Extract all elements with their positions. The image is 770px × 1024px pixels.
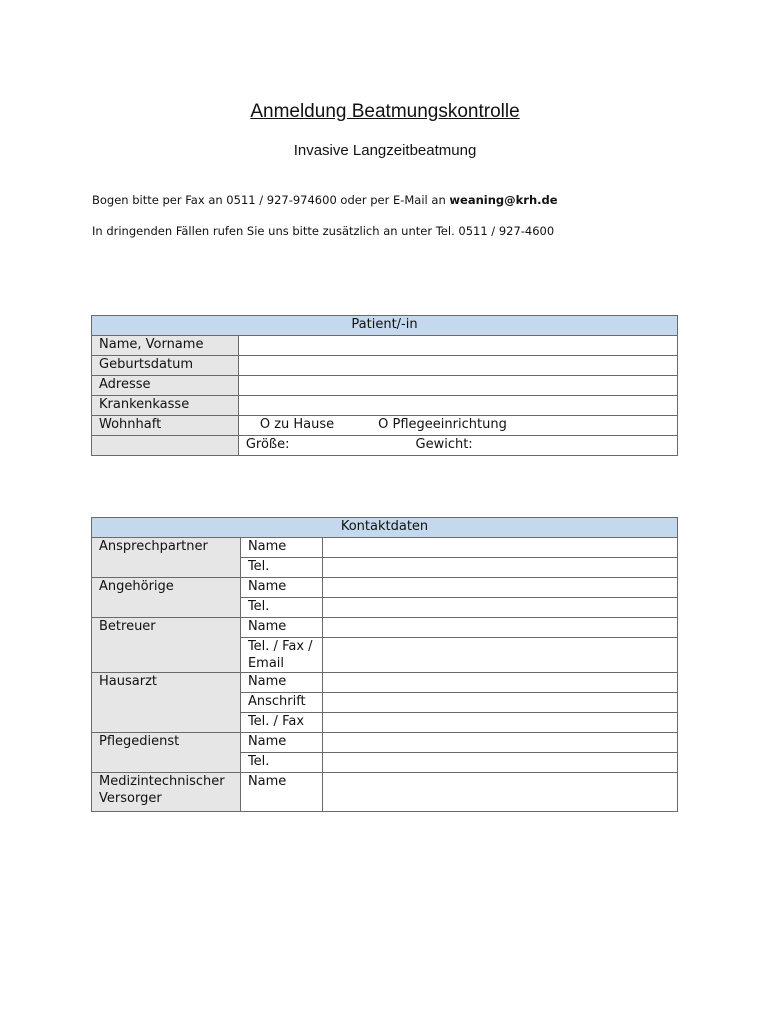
patient-field-residence <box>238 416 677 436</box>
contact-group-relatives: Angehörige <box>92 578 241 618</box>
contact-table <box>91 517 678 812</box>
contact-group-family-doctor: Hausarzt <box>92 673 241 733</box>
contact-field-input[interactable] <box>322 713 677 733</box>
contact-group-medical-supplier: Medizintechnischer Versorger <box>92 773 241 812</box>
weight-label: Gewicht: <box>415 437 473 452</box>
contact-field-input[interactable] <box>322 753 677 773</box>
contact-field-label: Tel. <box>240 558 322 578</box>
fax-instruction-text: Bogen bitte per Fax an 0511 / 927-974600 oder per E-Mail an <box>92 193 450 207</box>
contact-field-input[interactable] <box>322 618 677 638</box>
contact-field-label: Tel. / Fax <box>240 713 322 733</box>
contact-field-label: Tel. / Fax / Email <box>240 638 322 673</box>
contact-field-label: Name <box>240 578 322 598</box>
contact-group-contact-person: Ansprechpartner <box>92 538 241 578</box>
contact-field-label: Anschrift <box>240 693 322 713</box>
patient-field-name[interactable] <box>238 336 677 356</box>
email-link[interactable]: weaning@krh.de <box>449 193 558 207</box>
patient-field-birthdate[interactable] <box>238 356 677 376</box>
residence-option-home[interactable]: O zu Hause <box>259 417 335 432</box>
fax-email-instruction <box>92 193 558 207</box>
contact-table-heading: Kontaktdaten <box>92 518 678 538</box>
contact-field-input[interactable] <box>322 598 677 618</box>
form-subtitle: Invasive Langzeitbeatmung <box>293 142 477 159</box>
contact-field-label: Name <box>240 773 322 812</box>
patient-label-birthdate: Geburtsdatum <box>92 356 239 376</box>
patient-table-heading: Patient/-in <box>92 316 678 336</box>
patient-label-empty <box>92 436 239 456</box>
contact-field-input[interactable] <box>322 693 677 713</box>
contact-field-input[interactable] <box>322 673 677 693</box>
patient-field-size-weight[interactable] <box>238 436 677 456</box>
contact-field-input[interactable] <box>322 733 677 753</box>
contact-group-care-service: Pflegedienst <box>92 733 241 773</box>
patient-label-insurance: Krankenkasse <box>92 396 239 416</box>
contact-field-label: Name <box>240 673 322 693</box>
contact-field-label: Tel. <box>240 753 322 773</box>
patient-field-address[interactable] <box>238 376 677 396</box>
patient-label-name: Name, Vorname <box>92 336 239 356</box>
form-title: Anmeldung Beatmungskontrolle <box>250 101 520 122</box>
patient-field-insurance[interactable] <box>238 396 677 416</box>
height-label: Größe: <box>245 437 290 452</box>
contact-field-label: Tel. <box>240 598 322 618</box>
residence-option-care-facility[interactable]: O Pflegeeinrichtung <box>378 417 507 432</box>
patient-label-residence: Wohnhaft <box>92 416 239 436</box>
contact-field-label: Name <box>240 618 322 638</box>
contact-field-input[interactable] <box>322 538 677 558</box>
contact-field-input[interactable] <box>322 558 677 578</box>
contact-field-input[interactable] <box>322 578 677 598</box>
patient-table <box>91 315 678 456</box>
patient-label-address: Adresse <box>92 376 239 396</box>
phone-instruction: In dringenden Fällen rufen Sie uns bitte zusätzlich an unter Tel. 0511 / 927-4600 <box>92 224 555 238</box>
contact-field-label: Name <box>240 538 322 558</box>
contact-group-guardian: Betreuer <box>92 618 241 673</box>
contact-field-input[interactable] <box>322 638 677 673</box>
contact-field-label: Name <box>240 733 322 753</box>
contact-field-input[interactable] <box>322 773 677 812</box>
